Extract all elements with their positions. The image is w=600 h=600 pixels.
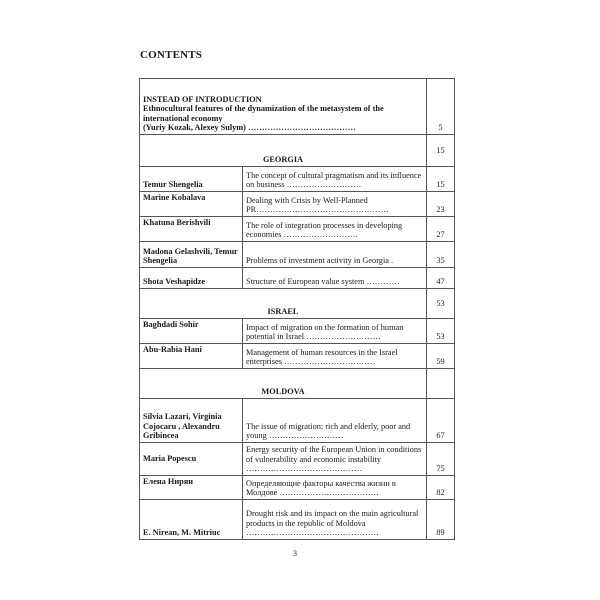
toc-entry xyxy=(140,192,455,217)
section-page: 53 xyxy=(427,289,455,319)
entry-page: 75 xyxy=(427,443,455,476)
section-row-moldova xyxy=(140,369,455,399)
toc-entry xyxy=(140,217,455,242)
entry-author: Baghdadi Sohir xyxy=(140,319,243,344)
entry-title: Определяющие факторы качества жизни в Молдове ……………………………… xyxy=(243,476,427,500)
entry-author: E. Nirean, M. Mitriuc xyxy=(140,500,243,540)
entry-title: Structure of European value system ………… xyxy=(243,268,427,289)
toc-entry xyxy=(140,443,455,476)
entry-title: Impact of migration on the formation of human potential in Israel ……………………… xyxy=(243,319,427,344)
toc-entry xyxy=(140,500,455,540)
toc-entry xyxy=(140,476,455,500)
entry-title: The role of integration processes in developing economies ……………………… xyxy=(243,217,427,242)
entry-author: Silvia Lazari, Virginia Cojocaru , Alexandru Gribincea xyxy=(140,399,243,443)
intro-row xyxy=(140,79,455,135)
entry-title: Management of human resources in the Israel enterprises …………………………… xyxy=(243,344,427,369)
entry-title: Energy security of the European Union in conditions of vulnerability and economic instability …………………………………… xyxy=(243,443,427,476)
entry-page: 27 xyxy=(427,217,455,242)
entry-page: 89 xyxy=(427,500,455,540)
section-row-georgia xyxy=(140,135,455,167)
entry-author: Khatuna Berishvili xyxy=(140,217,243,242)
section-page: 15 xyxy=(427,135,455,167)
intro-cell xyxy=(140,79,427,135)
toc-entry xyxy=(140,319,455,344)
intro-authors: (Yuriy Kozak, Alexey Sulym) ………………………………… xyxy=(143,123,356,133)
entry-author: Елена Нирян xyxy=(140,476,243,500)
entry-page: 47 xyxy=(427,268,455,289)
entry-page: 82 xyxy=(427,476,455,500)
entry-author: Madona Gelashvili, Temur Shengelia xyxy=(140,242,243,268)
section-page xyxy=(427,369,455,399)
toc-entry xyxy=(140,268,455,289)
intro-title: Ethnocultural features of the dynamization of the metasystem of the international economy xyxy=(143,104,384,123)
entry-title: Dealing with Crisis by Well-Planned PR………………………………………… xyxy=(243,192,427,217)
entry-author: Shota Veshapidze xyxy=(140,268,243,289)
section-row-israel xyxy=(140,289,455,319)
entry-author: Abu-Rabia Hani xyxy=(140,344,243,369)
contents-table xyxy=(139,78,455,540)
entry-author: Marine Kobalava xyxy=(140,192,243,217)
section-title: ISRAEL xyxy=(140,289,427,319)
section-title: GEORGIA xyxy=(140,135,427,167)
entry-title: Problems of investment activity in Georgia . xyxy=(243,242,427,268)
entry-title: Drought risk and its impact on the main agricultural products in the republic of Moldova ………………………………………… xyxy=(243,500,427,540)
entry-author: Temur Shengelia xyxy=(140,167,243,192)
toc-entry xyxy=(140,399,455,443)
entry-page: 59 xyxy=(427,344,455,369)
entry-title: The issue of migration: rich and elderly, poor and young ……………………… xyxy=(243,399,427,443)
entry-page: 23 xyxy=(427,192,455,217)
entry-author: Maria Popescu xyxy=(140,443,243,476)
intro-page: 5 xyxy=(427,79,455,135)
entry-title: The concept of cultural pragmatism and its influence on business ……………………… xyxy=(243,167,427,192)
entry-page: 35 xyxy=(427,242,455,268)
toc-entry xyxy=(140,167,455,192)
toc-entry xyxy=(140,344,455,369)
page-number: 3 xyxy=(293,549,297,558)
entry-page: 15 xyxy=(427,167,455,192)
page-title: CONTENTS xyxy=(140,49,203,61)
toc-entry xyxy=(140,242,455,268)
intro-lead: INSTEAD OF INTRODUCTION xyxy=(143,94,262,104)
entry-page: 67 xyxy=(427,399,455,443)
entry-page: 53 xyxy=(427,319,455,344)
section-title: MOLDOVA xyxy=(140,369,427,399)
